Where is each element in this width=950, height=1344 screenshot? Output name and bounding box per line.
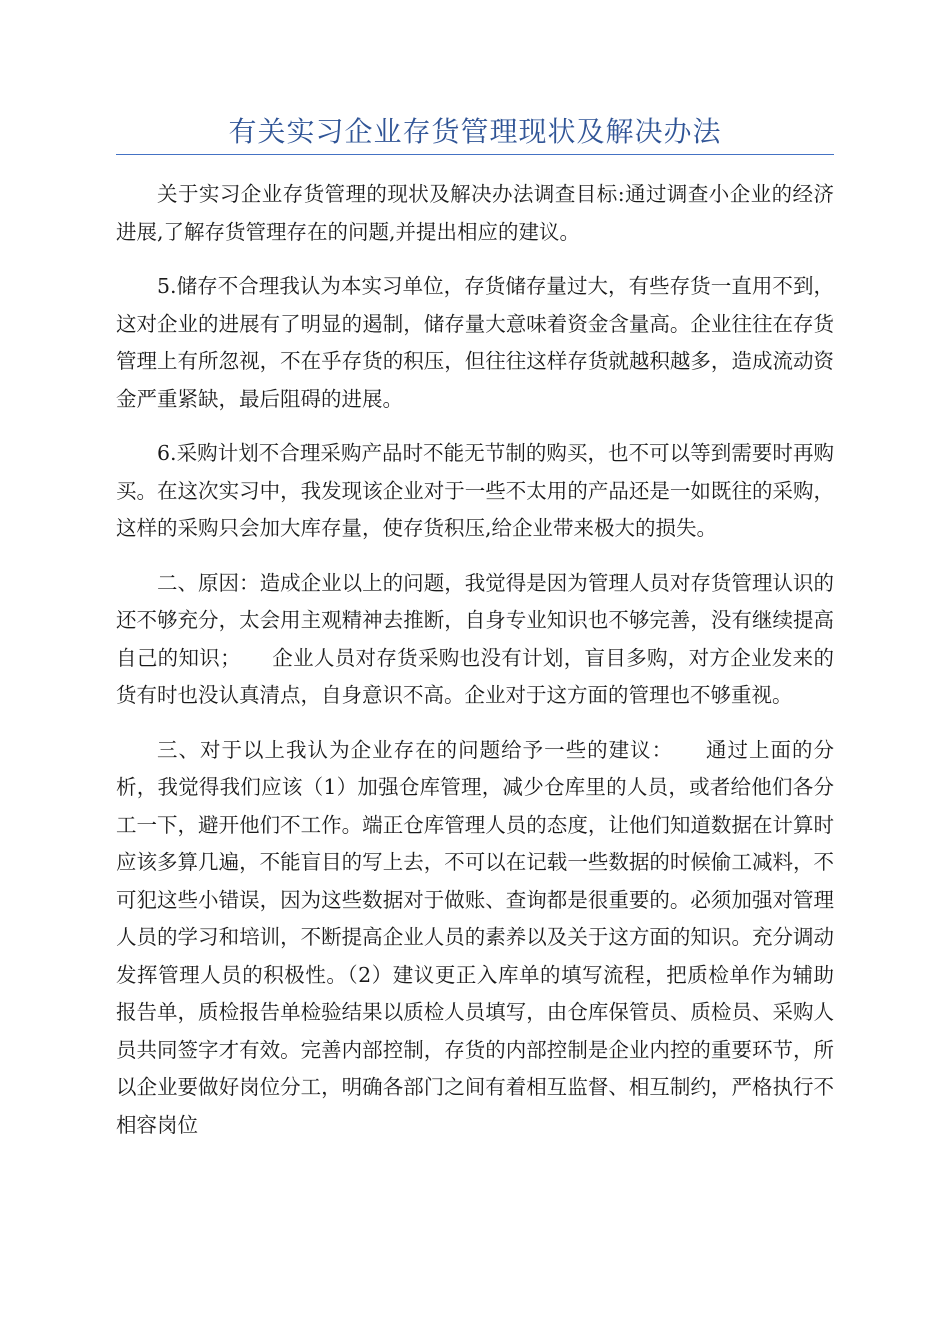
document-title: 有关实习企业存货管理现状及解决办法 xyxy=(228,115,722,148)
title-underline xyxy=(116,154,834,155)
paragraph-procurement: 6.采购计划不合理采购产品时不能无节制的购买，也不可以等到需要时再购买。在这次实习中，我发现该企业对于一些不太用的产品还是一如既往的采购，这样的采购只会加大库存量，使存货积压,给企业带来极大的损失。 xyxy=(116,441,834,540)
paragraph-suggestions: 三、对于以上我认为企业存在的问题给予一些的建议： 通过上面的分析，我觉得我们应该（1）加强仓库管理，减少仓库里的人员，或者给他们各分工一下，避开他们不工作。端正仓库管理人员的态度，让他们知道数据在计算时应该多算几遍，不能盲目的写上去，不可以在记载一些数据的时候偷工减料，不可犯这些小错误，因为这些数据对于做账、查询都是很重要的。必须加强对管理人员的学习和培训，不断提高企业人员的素养以及关于这方面的知识。充分调动发挥管理人员的积极性。（2）建议更正入库单的填写流程，把质检单作为辅助报告单，质检报告单检验结果以质检人员填写，由仓库保管员、质检员、采购人员共同签字才有效。完善内部控制，存货的内部控制是企业内控的重要环节，所以企业要做好岗位分工，明确各部门之间有着相互监督、相互制约，严格执行不相容岗位 xyxy=(116,737,834,1137)
paragraph-causes: 二、原因：造成企业以上的问题，我觉得是因为管理人员对存货管理认识的还不够充分，太会用主观精神去推断，自身专业知识也不够完善，没有继续提高自己的知识； 企业人员对存货采购也没有计划，盲目多购，对方企业发来的货有时也没认真清点，自身意识不高。企业对于这方面的管理也不够重视。 xyxy=(116,570,834,707)
document-body xyxy=(116,176,834,1161)
paragraph-storage: 5.储存不合理我认为本实习单位，存货储存量过大，有些存货一直用不到，这对企业的进展有了明显的遏制，储存量大意味着资金含量高。企业往往在存货管理上有所忽视，不在乎存货的积压，但往往这样存货就越积越多，造成流动资金严重紧缺，最后阻碍的进展。 xyxy=(116,274,834,411)
paragraph-intro: 关于实习企业存货管理的现状及解决办法调查目标:通过调查小企业的经济进展,了解存货管理存在的问题,并提出相应的建议。 xyxy=(116,182,834,244)
